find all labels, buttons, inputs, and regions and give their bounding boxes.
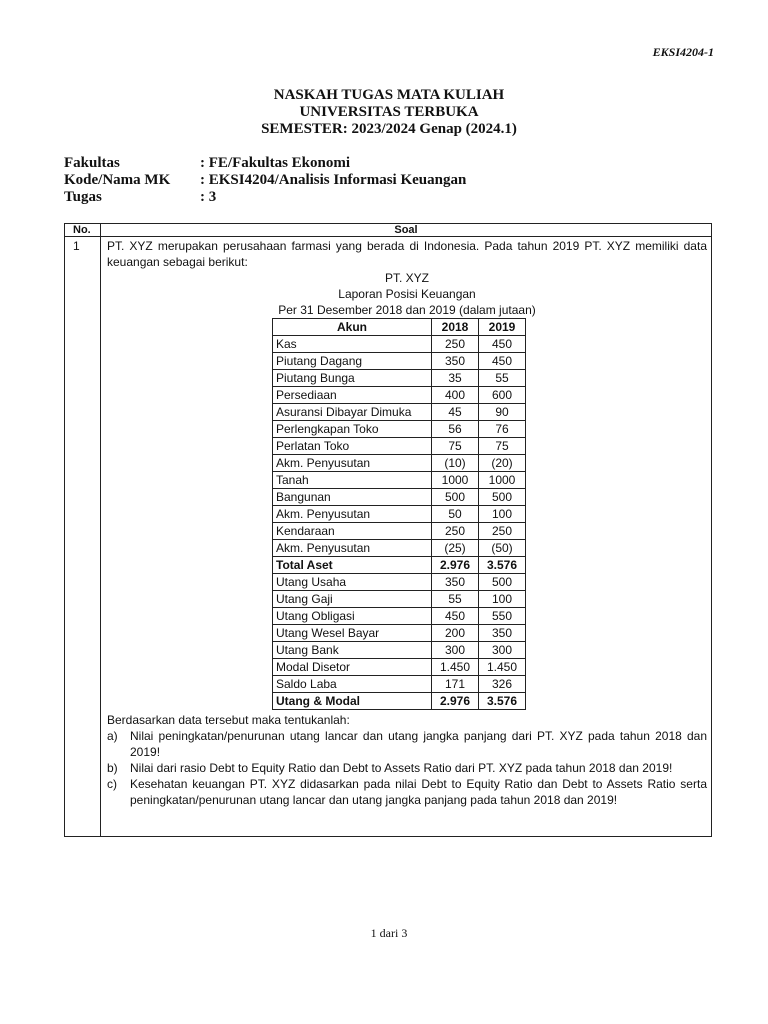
cell-akun: Asuransi Dibayar Dimuka: [273, 404, 432, 421]
course-info: [64, 155, 466, 206]
cell-2018: 450: [432, 608, 479, 625]
item-letter: a): [107, 729, 118, 743]
document-title: [0, 87, 768, 138]
cell-akun: Piutang Bunga: [273, 370, 432, 387]
question-item-c: [107, 776, 707, 808]
cell-2018: 350: [432, 574, 479, 591]
cell-2019: 3.576: [479, 557, 526, 574]
table-row: [273, 659, 526, 676]
column-header-akun: Akun: [273, 319, 432, 336]
cell-2019: 90: [479, 404, 526, 421]
table-row: [273, 421, 526, 438]
table-row: [273, 455, 526, 472]
financial-statement-body: [273, 336, 526, 710]
info-label: Kode/Nama MK: [64, 172, 171, 188]
table-row: [273, 472, 526, 489]
table-header-row: [273, 319, 526, 336]
cell-akun: Akm. Penyusutan: [273, 455, 432, 472]
cell-akun: Kendaraan: [273, 523, 432, 540]
table-row: [273, 574, 526, 591]
table-row: [273, 591, 526, 608]
question-item-a: [107, 728, 707, 760]
info-value: : FE/Fakultas Ekonomi: [200, 155, 351, 171]
page-number: 1 dari 3: [370, 926, 408, 940]
question-table: [64, 223, 712, 837]
statement-period: Per 31 Desember 2018 dan 2019 (dalam jutaan): [278, 303, 536, 317]
title-line-3: SEMESTER: 2023/2024 Genap (2024.1): [261, 121, 517, 137]
question-number: 1: [73, 239, 80, 253]
table-row: [273, 608, 526, 625]
table-row: [273, 523, 526, 540]
table-row: [273, 693, 526, 710]
cell-2018: (25): [432, 540, 479, 557]
table-row: [273, 336, 526, 353]
table-row: [273, 489, 526, 506]
cell-2018: 250: [432, 523, 479, 540]
cell-2019: 600: [479, 387, 526, 404]
item-letter: b): [107, 761, 118, 775]
cell-2018: 300: [432, 642, 479, 659]
cell-2018: 200: [432, 625, 479, 642]
cell-akun: Utang & Modal: [273, 693, 432, 710]
financial-statement-table: [272, 318, 526, 710]
cell-akun: Utang Obligasi: [273, 608, 432, 625]
question-content: [107, 238, 707, 808]
cell-akun: Modal Disetor: [273, 659, 432, 676]
title-line-2: UNIVERSITAS TERBUKA: [299, 104, 479, 120]
cell-2019: 1000: [479, 472, 526, 489]
info-row-course: [64, 172, 466, 189]
cell-2018: 350: [432, 353, 479, 370]
document-code: EKSI4204-1: [652, 45, 714, 59]
column-divider: [100, 224, 101, 836]
cell-2018: 55: [432, 591, 479, 608]
table-row: [273, 353, 526, 370]
cell-akun: Perlengkapan Toko: [273, 421, 432, 438]
cell-2018: 50: [432, 506, 479, 523]
cell-akun: Kas: [273, 336, 432, 353]
cell-akun: Akm. Penyusutan: [273, 540, 432, 557]
cell-2019: 76: [479, 421, 526, 438]
statement-name: Laporan Posisi Keuangan: [338, 287, 476, 301]
cell-2019: (20): [479, 455, 526, 472]
column-header-2019: 2019: [479, 319, 526, 336]
cell-2019: 500: [479, 574, 526, 591]
question-items: [107, 728, 707, 808]
cell-2018: 45: [432, 404, 479, 421]
header-soal: Soal: [394, 224, 418, 236]
cell-2019: 1.450: [479, 659, 526, 676]
cell-2018: 1.450: [432, 659, 479, 676]
cell-2019: (50): [479, 540, 526, 557]
cell-2018: 2.976: [432, 557, 479, 574]
header-no: No.: [73, 224, 91, 236]
info-value: : 3: [200, 189, 217, 205]
item-letter: c): [107, 777, 117, 791]
cell-2018: 500: [432, 489, 479, 506]
cell-2019: 550: [479, 608, 526, 625]
statement-company: PT. XYZ: [384, 271, 429, 285]
table-row: [273, 557, 526, 574]
cell-2018: 56: [432, 421, 479, 438]
cell-2019: 75: [479, 438, 526, 455]
cell-2019: 350: [479, 625, 526, 642]
table-row: [273, 404, 526, 421]
cell-2018: 171: [432, 676, 479, 693]
column-header-2018: 2018: [432, 319, 479, 336]
cell-2019: 300: [479, 642, 526, 659]
cell-akun: Bangunan: [273, 489, 432, 506]
cell-2019: 55: [479, 370, 526, 387]
cell-akun: Utang Gaji: [273, 591, 432, 608]
table-row: [273, 506, 526, 523]
cell-akun: Utang Wesel Bayar: [273, 625, 432, 642]
cell-2019: 3.576: [479, 693, 526, 710]
cell-2018: 2.976: [432, 693, 479, 710]
info-value: : EKSI4204/Analisis Informasi Keuangan: [200, 172, 467, 188]
cell-akun: Akm. Penyusutan: [273, 506, 432, 523]
table-row: [273, 625, 526, 642]
cell-2019: 250: [479, 523, 526, 540]
table-row: [273, 370, 526, 387]
cell-akun: Piutang Dagang: [273, 353, 432, 370]
table-row: [273, 642, 526, 659]
cell-akun: Total Aset: [273, 557, 432, 574]
cell-akun: Saldo Laba: [273, 676, 432, 693]
cell-2018: 400: [432, 387, 479, 404]
cell-akun: Tanah: [273, 472, 432, 489]
table-row: [273, 387, 526, 404]
title-line-1: NASKAH TUGAS MATA KULIAH: [273, 87, 505, 103]
cell-akun: Persediaan: [273, 387, 432, 404]
cell-akun: Utang Bank: [273, 642, 432, 659]
question-intro: PT. XYZ merupakan perusahaan farmasi yang berada di Indonesia. Pada tahun 2019 PT. XYZ memiliki data keuangan sebagai berikut:: [107, 239, 707, 269]
info-label: Tugas: [64, 189, 102, 205]
table-row: [273, 438, 526, 455]
cell-2019: 450: [479, 353, 526, 370]
cell-2019: 100: [479, 506, 526, 523]
info-row-faculty: [64, 155, 466, 172]
question-prompt: Berdasarkan data tersebut maka tentukanlah:: [107, 713, 350, 727]
cell-2018: 250: [432, 336, 479, 353]
item-text: Kesehatan keuangan PT. XYZ didasarkan pada nilai Debt to Equity Ratio dan Debt to Assets Ratio serta peningkatan/penurunan utang lancar dan utang jangka panjang pada tahun 2018 dan 2019!: [130, 777, 707, 807]
cell-2018: 35: [432, 370, 479, 387]
item-text: Nilai dari rasio Debt to Equity Ratio dan Debt to Assets Ratio dari PT. XYZ pada tahun 2018 dan 2019!: [130, 761, 673, 775]
item-text: Nilai peningkatan/penurunan utang lancar dan utang jangka panjang dari PT. XYZ pada tahun 2018 dan 2019!: [130, 729, 707, 759]
cell-2019: 450: [479, 336, 526, 353]
table-row: [273, 676, 526, 693]
cell-2018: 75: [432, 438, 479, 455]
info-label: Fakultas: [64, 155, 120, 171]
table-row: [273, 540, 526, 557]
cell-akun: Perlatan Toko: [273, 438, 432, 455]
cell-2018: (10): [432, 455, 479, 472]
cell-2019: 500: [479, 489, 526, 506]
info-row-assignment: [64, 189, 466, 206]
question-item-b: [107, 760, 707, 776]
cell-akun: Utang Usaha: [273, 574, 432, 591]
cell-2018: 1000: [432, 472, 479, 489]
cell-2019: 100: [479, 591, 526, 608]
cell-2019: 326: [479, 676, 526, 693]
